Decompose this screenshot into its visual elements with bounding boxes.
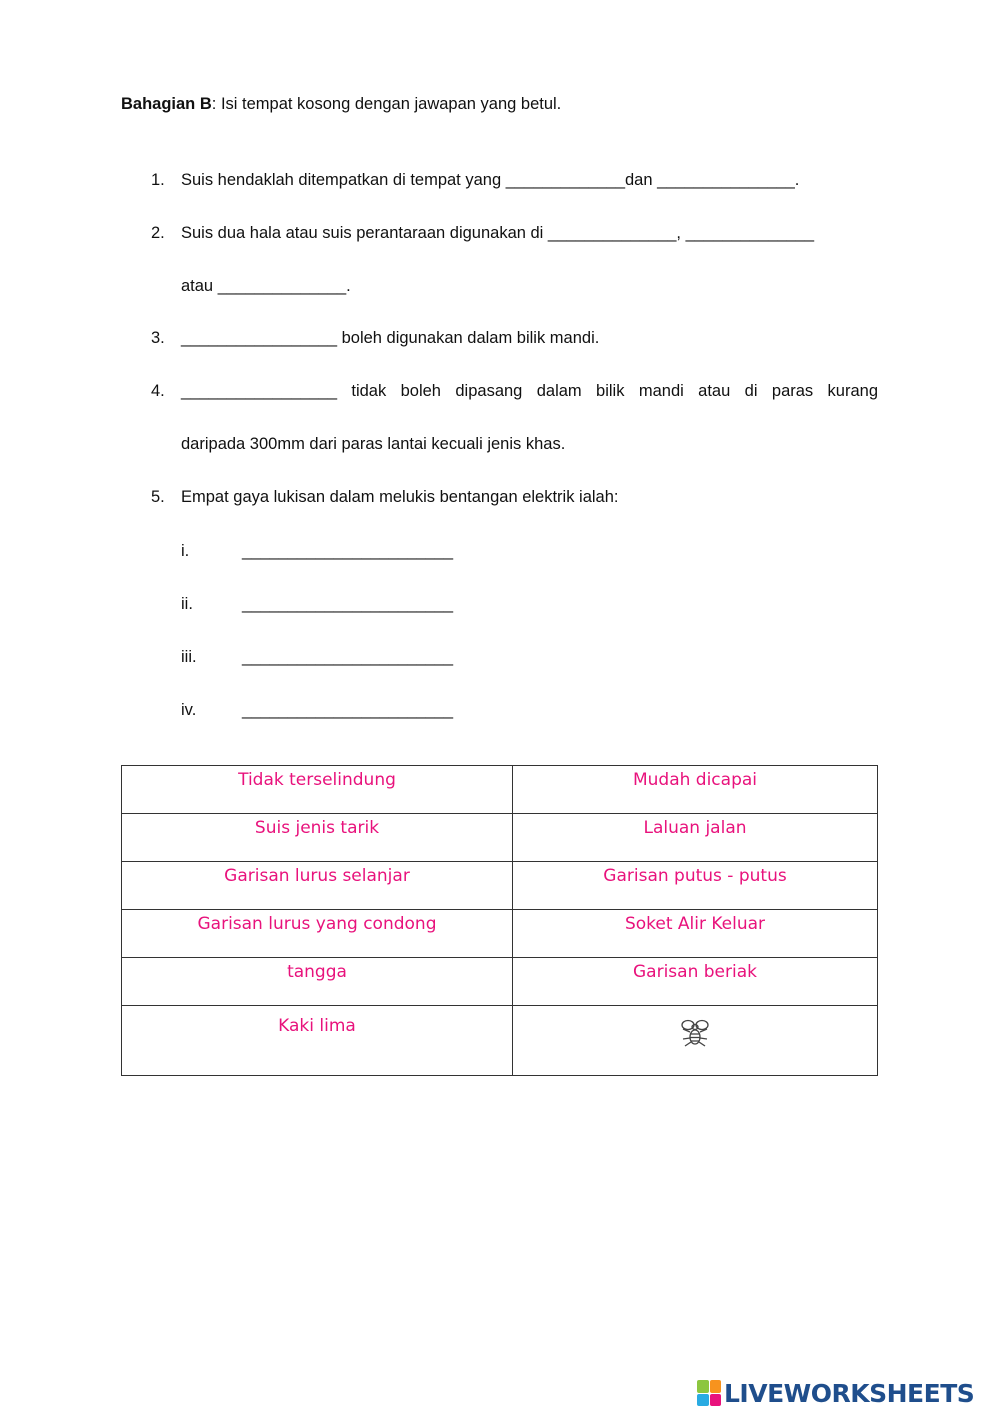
sub-item-label: iii. [181,648,197,666]
question-4-text: _________________ tidak boleh dipasang dalam bilik mandi atau di paras kurang [181,382,878,400]
section-heading-rest: : Isi tempat kosong dengan jawapan yang betul. [211,95,562,113]
sub-item-label: i. [181,542,190,560]
question-4-text-line2: daripada 300mm dari paras lantai kecuali jenis khas. [181,435,566,453]
answer-blank[interactable]: _______________________ [242,701,454,719]
table-row [122,958,878,1006]
question-number: 5. [151,488,165,506]
word-bank-bee-cell [513,1006,878,1076]
logo-mark-icon [697,1380,721,1406]
word-bank-item[interactable]: Soket Alir Keluar [513,910,878,958]
question-number: 4. [151,382,165,400]
table-row [122,766,878,814]
bee-icon [678,1016,712,1048]
answer-blank[interactable]: _______________________ [242,648,454,666]
sub-item-label: ii. [181,595,193,613]
table-row [122,814,878,862]
question-number: 1. [151,171,165,189]
liveworksheets-logo [697,1378,974,1408]
question-3-text: _________________ boleh digunakan dalam bilik mandi. [181,329,600,347]
question-number: 3. [151,329,165,347]
logo-text: LIVEWORKSHEETS [724,1378,975,1408]
word-bank-item[interactable]: Mudah dicapai [513,766,878,814]
word-bank-item[interactable]: Laluan jalan [513,814,878,862]
word-bank-item[interactable]: Tidak terselindung [122,766,513,814]
question-2-text-line2: atau ______________. [181,277,351,295]
table-row [122,1006,878,1076]
question-5-text: Empat gaya lukisan dalam melukis bentangan elektrik ialah: [181,488,619,506]
answer-blank[interactable]: _______________________ [242,595,454,613]
question-number: 2. [151,224,165,242]
word-bank-item[interactable]: Garisan lurus yang condong [122,910,513,958]
section-heading [121,95,561,114]
word-bank-item[interactable]: Garisan beriak [513,958,878,1006]
answer-blank[interactable]: _______________________ [242,542,454,560]
question-1-text: Suis hendaklah ditempatkan di tempat yang _____________dan _______________. [181,171,800,189]
word-bank-item[interactable]: Kaki lima [122,1006,513,1076]
table-row [122,910,878,958]
word-bank-item[interactable]: Garisan putus - putus [513,862,878,910]
word-bank-item[interactable]: tangga [122,958,513,1006]
table-row [122,862,878,910]
word-bank-table [121,765,878,1076]
word-bank-item[interactable]: Garisan lurus selanjar [122,862,513,910]
question-2-text: Suis dua hala atau suis perantaraan digunakan di ______________, ______________ [181,224,815,242]
section-heading-bold: Bahagian B [121,95,212,113]
word-bank-item[interactable]: Suis jenis tarik [122,814,513,862]
sub-item-label: iv. [181,701,197,719]
